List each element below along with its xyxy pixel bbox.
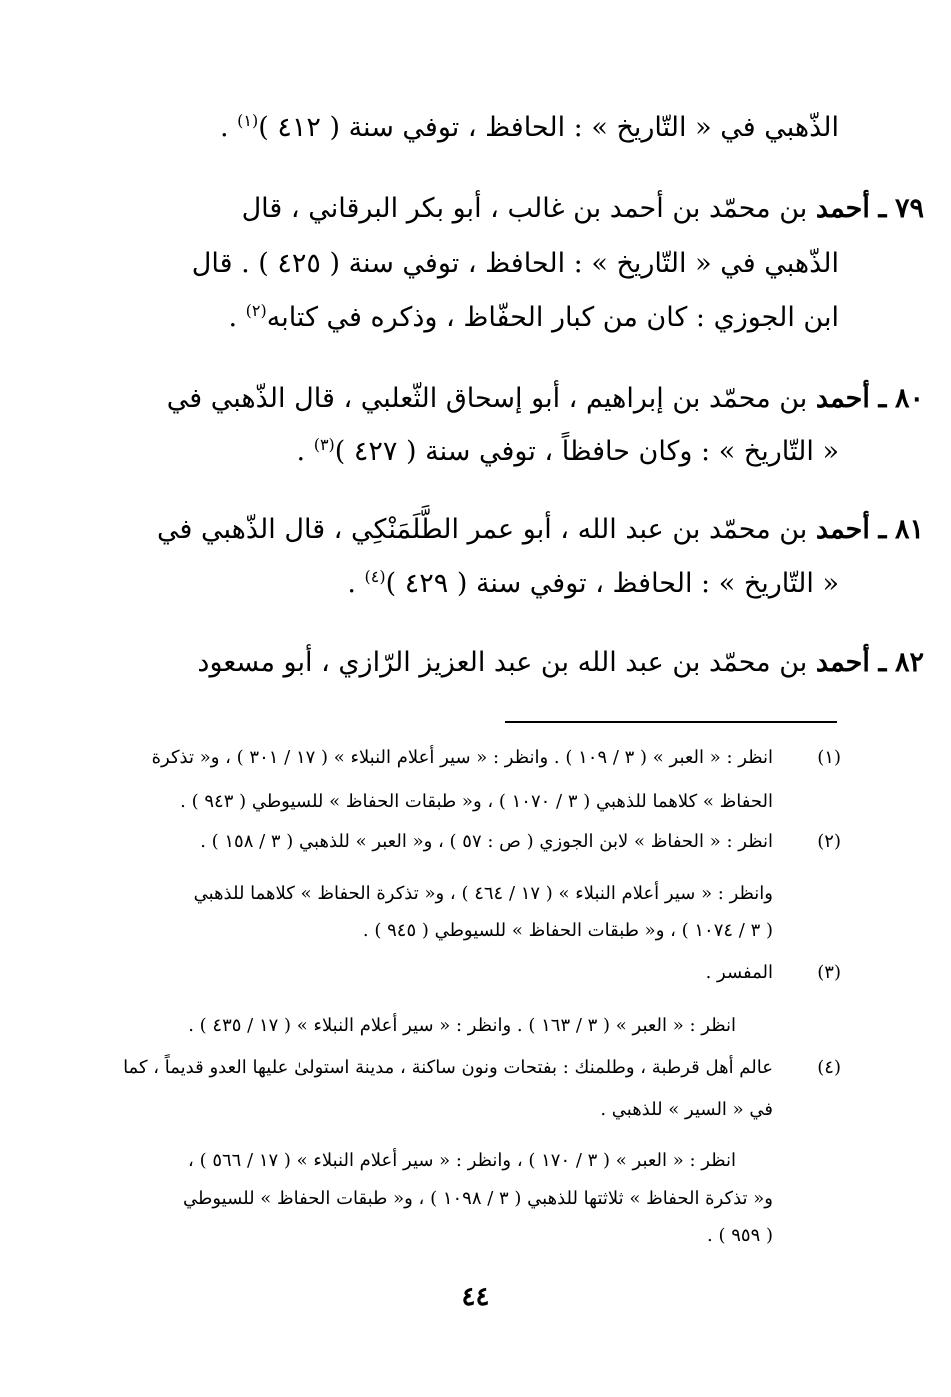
line-text: . bbox=[228, 302, 246, 333]
footnote-number: (٣) bbox=[817, 962, 841, 983]
footnote-separator bbox=[505, 721, 837, 723]
line-text: « التّاريخ » : الحافظ ، توفي سنة ( ٤٢٩ ) bbox=[385, 568, 839, 599]
footnote-number: (٤) bbox=[817, 1057, 841, 1078]
text-line bbox=[109, 643, 924, 683]
entry-name: أحمد bbox=[815, 383, 870, 414]
entry-name: أحمد bbox=[815, 647, 870, 678]
main-text bbox=[109, 0, 924, 700]
page-number: ٤٤ bbox=[461, 1282, 490, 1312]
entry-name: أحمد bbox=[815, 193, 870, 224]
text-line bbox=[109, 108, 839, 148]
entry-dash: ـ bbox=[878, 514, 887, 545]
line-text: الذّهبي في « التّاريخ » : الحافظ ، توفي سنة ( ٤١٢ ) bbox=[258, 112, 839, 143]
line-text: بن محمّد بن عبد الله بن عبد العزيز الرّازي ، أبو مسعود bbox=[197, 647, 816, 678]
text-line bbox=[109, 189, 924, 229]
footnote-line: ( ٣ / ١٠٧٤ ) ، و« طبقات الحفاظ » للسيوطي ( ٩٤٥ ) . bbox=[362, 920, 773, 941]
footnote-ref[interactable]: (٢) bbox=[245, 301, 267, 320]
entry-number: ٧٩ bbox=[894, 193, 924, 224]
footnote-line: انظر : « الحفاظ » لابن الجوزي ( ص : ٥٧ ) ، و« العبر » للذهبي ( ٣ / ١٥٨ ) . bbox=[200, 831, 773, 852]
line-text: ابن الجوزي : كان من كبار الحفّاظ ، وذكره في كتابه bbox=[266, 302, 839, 333]
line-text: . bbox=[219, 112, 238, 143]
footnote-line: في « السير » للذهبي . bbox=[600, 1099, 773, 1120]
entry-name: أحمد bbox=[815, 514, 870, 545]
text-line bbox=[109, 564, 839, 604]
line-text: « التّاريخ » : وكان حافظاً ، توفي سنة ( ٤٢٧ ) bbox=[334, 436, 839, 467]
footnote-line: المفسر . bbox=[705, 962, 773, 983]
entry-dash: ـ bbox=[878, 647, 887, 678]
line-text: بن محمّد بن عبد الله ، أبو عمر الطَّلَمَنْكِي ، قال الذّهبي في bbox=[156, 514, 816, 545]
text-line bbox=[109, 432, 839, 472]
entry-number: ٨٢ bbox=[894, 647, 924, 678]
footnote-line: الحفاظ » كلاهما للذهبي ( ٣ / ١٠٧٠ ) ، و« طبقات الحفاظ » للسيوطي ( ٩٤٣ ) . bbox=[180, 791, 773, 812]
entry-dash: ـ bbox=[878, 193, 887, 224]
footnote-line: انظر : « العبر » ( ٣ / ١٦٣ ) . وانظر : « سير أعلام النبلاء » ( ١٧ / ٤٣٥ ) . bbox=[188, 1015, 736, 1036]
footnote-ref[interactable]: (٤) bbox=[364, 567, 386, 586]
footnote-number: (٢) bbox=[817, 831, 841, 852]
text-line bbox=[109, 379, 924, 419]
footnote-line: و« تذكرة الحفاظ » ثلاثتها للذهبي ( ٣ / ١٠٩٨ ) ، و« طبقات الحفاظ » للسيوطي bbox=[183, 1188, 773, 1209]
line-text: بن محمّد بن إبراهيم ، أبو إسحاق الثّعلبي ، قال الذّهبي في bbox=[166, 383, 816, 414]
line-text: . bbox=[347, 568, 365, 599]
footnote-number: (١) bbox=[817, 747, 841, 768]
footnote-ref[interactable]: (١) bbox=[237, 111, 259, 130]
line-text: . bbox=[296, 436, 314, 467]
text-line bbox=[109, 244, 839, 284]
line-text: الذّهبي في « التّاريخ » : الحافظ ، توفي سنة ( ٤٢٥ ) . قال bbox=[191, 248, 839, 279]
footnote-line: عالم أهل قرطبة ، وطلمنك : بفتحات ونون ساكنة ، مدينة استولىٰ عليها العدو قديماً ، كما bbox=[123, 1057, 773, 1078]
text-line bbox=[109, 298, 839, 338]
footnote-line: ( ٩٥٩ ) . bbox=[707, 1225, 773, 1246]
entry-dash: ـ bbox=[878, 383, 887, 414]
footnote-line: انظر : « العبر » ( ٣ / ١٧٠ ) ، وانظر : « سير أعلام النبلاء » ( ١٧ / ٥٦٦ ) ، bbox=[188, 1150, 736, 1171]
footnote-ref[interactable]: (٣) bbox=[313, 435, 335, 454]
entry-number: ٨١ bbox=[894, 514, 924, 545]
footnote-line: انظر : « العبر » ( ٣ / ١٠٩ ) . وانظر : « سير أعلام النبلاء » ( ١٧ / ٣٠١ ) ، و« تذكرة bbox=[151, 747, 773, 768]
entry-number: ٨٠ bbox=[894, 383, 924, 414]
text-line bbox=[109, 510, 924, 550]
footnote-line: وانظر : « سير أعلام النبلاء » ( ١٧ / ٤٦٤ ) ، و« تذكرة الحفاظ » كلاهما للذهبي bbox=[193, 883, 773, 904]
line-text: بن محمّد بن أحمد بن غالب ، أبو بكر البرقاني ، قال bbox=[241, 193, 816, 224]
